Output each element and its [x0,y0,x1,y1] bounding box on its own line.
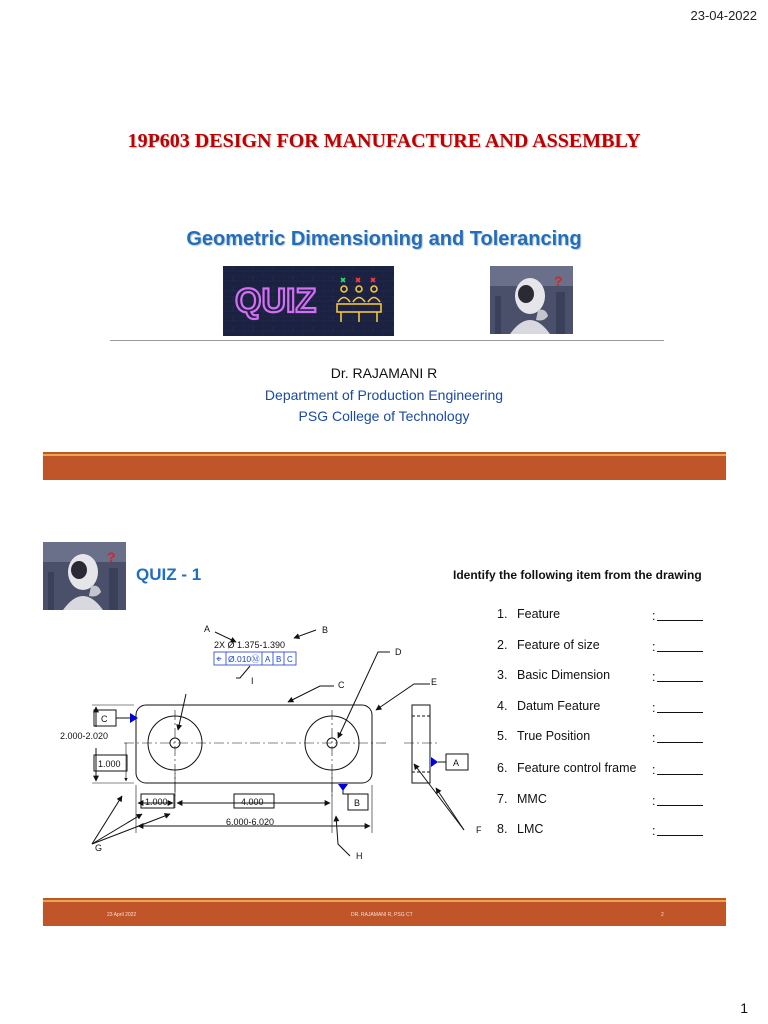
svg-text:?: ? [107,549,116,565]
dim-1000-horizontal: 1.000 [145,797,168,807]
slide-footer-band [43,898,726,926]
lecture-subtitle: Geometric Dimensioning and Tolerancing [186,228,582,250]
label-d: D [395,647,402,657]
thinking-robot-image [43,542,126,610]
datum-label-a: A [453,758,460,768]
hole-callout: 2X Ø 1.375-1.390 [214,640,286,650]
fcf-symbol: ⌖ [216,654,222,665]
answer-blank: : [652,668,703,682]
fcf-tolerance: Ø.010Ⓜ [228,654,260,664]
label-h: H [356,851,363,861]
answer-blank: : [652,792,703,806]
quiz-item: 5. True Position [497,729,591,743]
label-f: F [476,825,482,835]
slide-footer-band [43,452,726,480]
author-name: Dr. RAJAMANI R [330,365,438,381]
author-department: Department of Production Engineering [264,387,504,403]
quiz-item: 3. Basic Dimension [497,668,611,682]
label-a: A [204,624,211,634]
footer-slide-number: 2 [661,912,664,918]
page-number: 1 [740,1000,748,1016]
fcf-datum-b: B [276,655,282,664]
author-college: PSG College of Technology [298,408,470,424]
datum-label-b: B [354,798,361,808]
quiz-item: 6. Feature control frame [497,761,637,775]
quiz-item: 2. Feature of size [497,638,600,652]
answer-blank: : [652,607,703,621]
dim-4000: 4.000 [241,797,264,807]
label-i: I [251,676,254,686]
answer-blank: : [652,822,703,836]
footer-date: 23 April 2022 [107,912,137,918]
quiz-heading: QUIZ - 1 [136,565,202,584]
thinking-robot-image [490,266,573,334]
gdt-drawing [58,618,490,866]
quiz-banner-text: QUIZ [235,282,317,320]
answer-blank: : [652,729,703,743]
quiz-instruction: Identify the following item from the drawing [453,568,702,582]
answer-blank: : [652,761,703,775]
dim-1000-vertical: 1.000 [98,759,121,769]
quiz-banner-image [223,266,394,336]
label-b: B [322,625,329,635]
datum-label-c: C [101,714,108,724]
answer-blank: : [652,638,703,652]
course-title: 19P603 DESIGN FOR MANUFACTURE AND ASSEMBLY [127,130,641,152]
label-g: G [95,843,103,853]
fcf-datum-a: A [265,655,271,664]
side-view [412,705,430,783]
label-c: C [338,680,345,690]
quiz-item: 1. Feature [497,607,561,621]
height-dim: 2.000-2.020 [60,731,109,741]
dim-overall: 6.000-6.020 [226,817,275,827]
divider-line [110,340,664,341]
label-e: E [431,677,438,687]
quiz-item: 8. LMC [497,822,544,836]
quiz-item: 7. MMC [497,792,547,806]
quiz-item: 4. Datum Feature [497,699,601,713]
footer-author: DR. RAJAMANI R, PSG CT [351,912,413,918]
document-date: 23-04-2022 [690,8,757,23]
svg-text:?: ? [554,273,563,289]
fcf-datum-c: C [287,655,293,664]
answer-blank: : [652,699,703,713]
